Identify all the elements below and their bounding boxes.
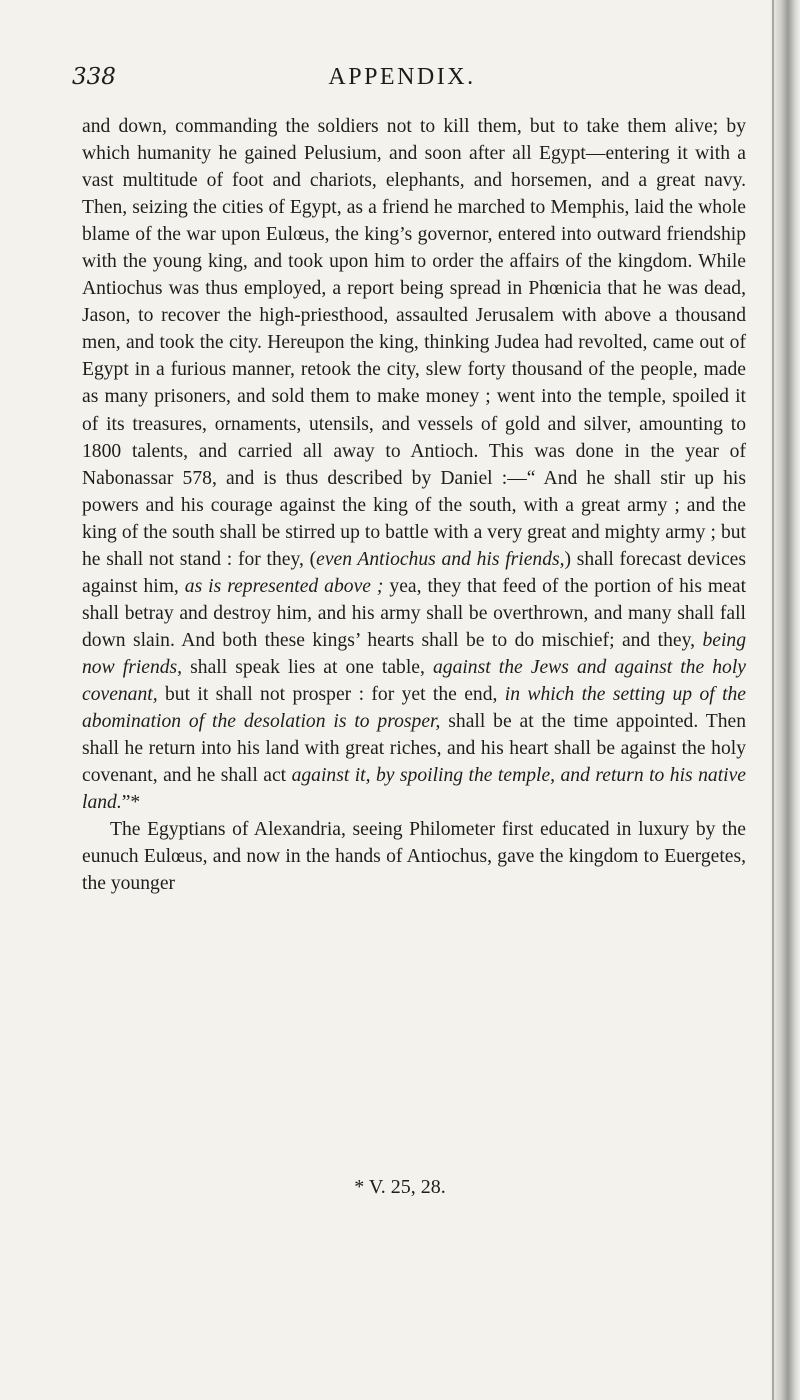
- text-run: but it shall not prosper : for yet the end,: [157, 683, 505, 705]
- text-run: ) shall forecast devices against him,: [82, 548, 747, 597]
- paragraph-2: [82, 816, 746, 897]
- text-run: shall speak lies at one table,: [182, 656, 433, 678]
- text-run: ”*: [121, 792, 141, 814]
- text-run: shall be at the time appointed. Then shall he return into his land with great riches, and his heart shall be against the holy covenant, and he shall act: [82, 711, 746, 787]
- italic-run: even Antiochus and his friends,: [316, 548, 565, 570]
- footnote: * V. 25, 28.: [354, 1176, 446, 1198]
- text-run: and down, commanding the soldiers not to kill them, but to take them alive; by which humanity he gained Pelusium, and soon after all Egypt—entering it with a vast multitude of foot and chariots, elephants, and horsemen, and a great navy. Then, seizing the cities of Egypt, as a friend he marched to Memphis, laid the whole blame of the war upon Eulœus, the king’s governor, entered into outward friendship with the young king, and took upon him to order the affairs of the kingdom. While Antiochus was thus employed, a report being spread in Phœnicia that he was dead, Jason, to recover the high-priesthood, assaulted Jerusalem with above a thousand men, and took the city. Hereupon the king, thinking Judea had revolted, came out of Egypt in a furious manner, retook the city, slew forty thousand of the people, made as many prisoners, and sold them to make money ; went into the temple, spoiled it of its treasures, ornaments, utensils, and vessels of gold and silver, amounting to 1800 talents, and carried all away to Antioch. This was done in the year of Nabonassar 578, and is thus described by Daniel :—“ And he shall stir up his powers and his courage against the king of the south, with a great army ; and the king of the south shall be stirred up to battle with a very great and mighty army ; but he shall not stand : for they, (: [82, 116, 746, 570]
- text-run: yea, they that feed of the portion of his meat shall betray and destroy him, and his army shall be overthrown, and many shall fall down slain. And both these kings’ hearts shall be to do mischief; and they,: [82, 575, 747, 651]
- italic-run: against it, by spoiling the temple, and return to his native land.: [82, 765, 746, 814]
- page-number: 338: [72, 64, 116, 90]
- italic-run: as is represented above ;: [184, 575, 384, 597]
- running-head: APPENDIX.: [328, 64, 476, 90]
- italic-run: in which the setting up of the abomination of the desolation is to prosper,: [82, 683, 747, 733]
- italic-run: against the Jews and against the holy covenant,: [82, 656, 746, 705]
- page-header: [72, 64, 732, 98]
- paragraph-1: [82, 113, 746, 816]
- italic-run: being now friends,: [82, 629, 746, 678]
- text-run: The Egyptians of Alexandria, seeing Philometer first educated in luxury by the eunuch Eulœus, and now in the hands of Antiochus, gave the kingdom to Euergetes, the younger: [82, 819, 746, 895]
- body-text: [82, 113, 746, 897]
